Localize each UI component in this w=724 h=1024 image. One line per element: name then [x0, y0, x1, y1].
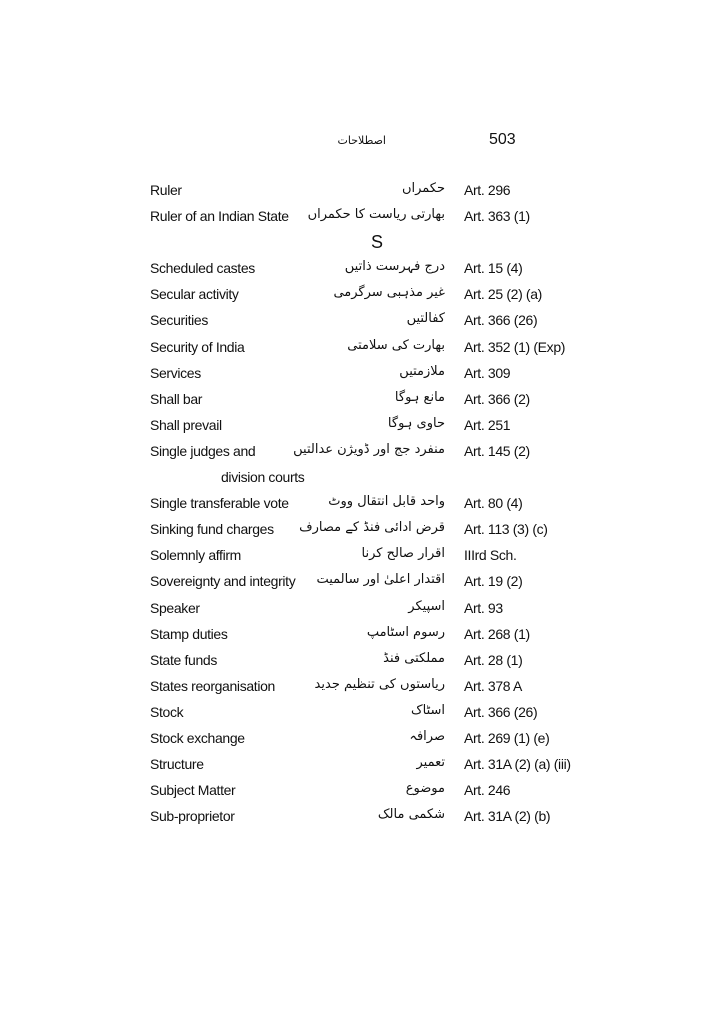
section-letter: S: [371, 232, 384, 253]
urdu-term: مانع ہوگا: [394, 389, 445, 405]
english-term: Secular activity: [150, 286, 239, 303]
english-term: Subject Matter: [150, 782, 236, 799]
article-reference: Art. 366 (2): [464, 390, 530, 407]
article-reference: Art. 352 (1) (Exp): [464, 338, 566, 355]
urdu-term: صرافہ: [409, 728, 445, 744]
glossary-row: [0, 543, 724, 569]
glossary-row: [0, 726, 724, 752]
glossary-row: [0, 622, 724, 648]
urdu-term: ملازمتیں: [399, 363, 445, 379]
english-term: Structure: [150, 756, 204, 773]
article-reference: Art. 113 (3) (c): [464, 521, 548, 538]
urdu-term: واحد قابل انتقال ووٹ: [328, 494, 445, 510]
english-term: Shall prevail: [150, 416, 222, 433]
english-term: Stamp duties: [150, 625, 228, 642]
english-term: Solemnly affirm: [150, 547, 241, 564]
article-reference: Art. 268 (1): [464, 625, 530, 642]
english-term: Securities: [150, 312, 208, 329]
glossary-row: [0, 256, 724, 282]
english-term: Sub-proprietor: [150, 808, 235, 825]
article-reference: Art. 25 (2) (a): [464, 286, 542, 303]
article-reference: IIIrd Sch.: [464, 547, 517, 564]
glossary-row: [0, 648, 724, 674]
glossary-row: [0, 804, 724, 830]
english-term: Security of India: [150, 338, 245, 355]
glossary-row: [0, 282, 724, 308]
glossary-row: [0, 674, 724, 700]
page-number: 503: [489, 131, 516, 148]
article-reference: Art. 28 (1): [464, 651, 523, 668]
article-reference: Art. 251: [464, 416, 511, 433]
english-term: Sinking fund charges: [150, 521, 274, 538]
english-term: Shall bar: [150, 390, 203, 407]
urdu-term: اسٹاک: [410, 702, 445, 718]
urdu-term: ریاستوں کی تنظیم جدید: [314, 676, 445, 692]
article-reference: Art. 296: [464, 182, 511, 198]
article-reference: Art. 31A (2) (a) (iii): [464, 756, 571, 773]
urdu-term: رسوم اسٹامپ: [366, 624, 445, 640]
glossary-row: [0, 778, 724, 804]
urdu-term: اقتدار اعلیٰ اور سالمیت: [316, 572, 445, 588]
english-term: Single judges and: [150, 442, 256, 459]
glossary-row: [0, 308, 724, 334]
english-term: Stock: [150, 703, 184, 720]
glossary-row: [0, 335, 724, 361]
urdu-term: حاوی ہوگا: [387, 415, 445, 431]
article-reference: Art. 19 (2): [464, 573, 523, 590]
urdu-term: اقرار صالح کرنا: [361, 546, 445, 562]
article-reference: Art. 309: [464, 364, 511, 381]
section-letter-row: [0, 230, 724, 256]
urdu-term: منفرد جج اور ڈویژن عدالتیں: [293, 441, 445, 457]
english-term: Ruler: [150, 182, 182, 198]
english-term: States reorganisation: [150, 677, 275, 694]
glossary-list: [0, 178, 724, 830]
article-reference: Art. 378 A: [464, 677, 522, 694]
urdu-term: غیر مذہبی سرگرمی: [333, 285, 445, 301]
urdu-term: درج فہرست ذاتیں: [344, 259, 445, 275]
urdu-term: مملکتی فنڈ: [383, 650, 445, 666]
english-term: Single transferable vote: [150, 495, 289, 512]
glossary-row: [0, 517, 724, 543]
urdu-term: کفالتیں: [406, 311, 445, 327]
article-reference: Art. 31A (2) (b): [464, 808, 551, 825]
article-reference: Art. 366 (26): [464, 703, 538, 720]
urdu-term: اسپیکر: [408, 598, 445, 614]
glossary-row-continuation: [0, 465, 724, 491]
header-title-urdu: اصطلاحات: [337, 134, 386, 147]
english-term: Scheduled castes: [150, 260, 255, 277]
english-term: Services: [150, 364, 201, 381]
article-reference: Art. 366 (26): [464, 312, 538, 329]
urdu-term: شکمی مالک: [377, 807, 445, 823]
english-term: Stock exchange: [150, 729, 245, 746]
article-reference: Art. 80 (4): [464, 495, 523, 512]
glossary-row: [0, 491, 724, 517]
glossary-row: [0, 596, 724, 622]
urdu-term: تعمیر: [416, 755, 445, 771]
article-reference: Art. 269 (1) (e): [464, 729, 550, 746]
article-reference: Art. 246: [464, 782, 511, 799]
glossary-row: [0, 204, 724, 230]
english-term: Speaker: [150, 599, 200, 616]
glossary-row: [0, 752, 724, 778]
english-term: division courts: [221, 469, 305, 486]
article-reference: Art. 145 (2): [464, 442, 530, 459]
urdu-term: بھارت کی سلامتی: [347, 337, 445, 353]
glossary-row: [0, 178, 724, 204]
english-term: Ruler of an Indian State: [150, 208, 289, 225]
urdu-term: بھارتی ریاست کا حکمراں: [307, 207, 445, 223]
glossary-row: [0, 439, 724, 465]
glossary-row: [0, 413, 724, 439]
urdu-term: قرض ادائی فنڈ کے مصارف: [299, 520, 445, 536]
article-reference: Art. 363 (1): [464, 208, 530, 225]
glossary-row: [0, 700, 724, 726]
article-reference: Art. 93: [464, 599, 503, 616]
glossary-row: [0, 361, 724, 387]
english-term: Sovereignty and integrity: [150, 573, 296, 590]
glossary-row: [0, 387, 724, 413]
urdu-term: حکمراں: [401, 181, 445, 196]
glossary-row: [0, 569, 724, 595]
urdu-term: موضوع: [405, 781, 445, 797]
article-reference: Art. 15 (4): [464, 260, 523, 277]
english-term: State funds: [150, 651, 217, 668]
